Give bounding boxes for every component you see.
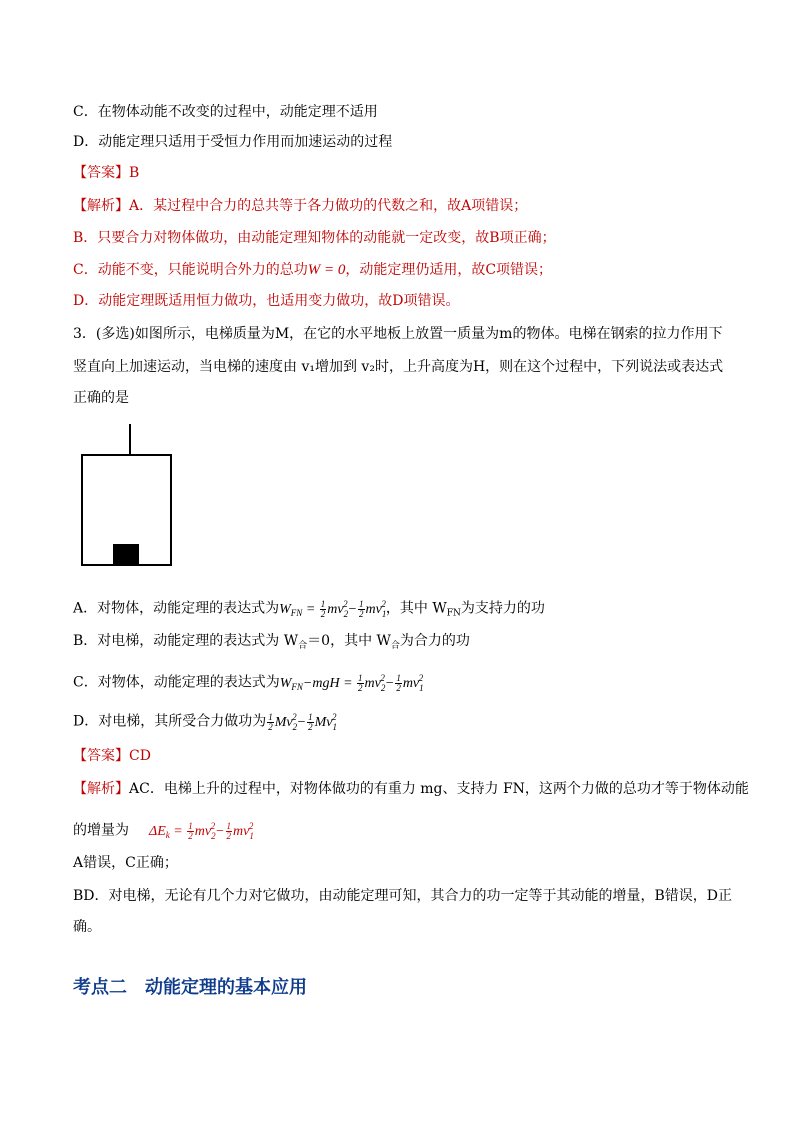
q2-option-c: C．在物体动能不改变的过程中，动能定理不适用	[73, 104, 378, 120]
q2-option-d: D．动能定理只适用于受恒力作用而加速运动的过程	[73, 134, 393, 150]
answer-tag: 【答案】	[73, 165, 129, 181]
work-equals-zero: W = 0	[307, 262, 346, 278]
answer-value: B	[129, 165, 140, 181]
q2-analysis-a: 【解析】A．某过程中合力的总共等于各力做功的代数之和，故A项错误；	[73, 198, 528, 214]
q3-option-b: B．对电梯，动能定理的表达式为 $W_合=0$，其中 $W_合$为合力的功	[73, 633, 470, 651]
q3-analysis-line1: 【解析】AC．电梯上升的过程中，对物体做功的有重力 mg、支持力 FN，这两个力做的总功才等于物体动能	[73, 781, 749, 797]
q3-analysis-bd-line1: BD．对电梯，无论有几个力对它做功，由动能定理可知，其合力的功一定等于其动能的增量，B错误，D正	[73, 888, 733, 904]
q2-analysis-d: D．动能定理既适用恒力做功，也适用变力做功，故D项错误。	[73, 293, 460, 309]
q3-stem-line1: 3．(多选)如图所示，电梯质量为M，在它的水平地板上放置一质量为m的物体。电梯在钢索的拉力作用下	[73, 326, 723, 342]
q3-option-a: A．对物体，动能定理的表达式为$W_{FN}$ = $\frac{1}{2}$ $mv_2^2-$ $\frac{1}{2}$ $mv_1^2$，其中 $W_{FN}$为支持力的功	[73, 598, 545, 619]
answer-value: CD	[129, 748, 151, 764]
q3-analysis-bd-line2: 确。	[73, 919, 101, 935]
q3-stem-line2: 竖直向上加速运动，当电梯的速度由 v₁增加到 v₂时，上升高度为H，则在这个过程中，下列说法或表达式	[73, 359, 724, 375]
formula-a: $W_{FN}$ = $\frac{1}{2}$ $mv_2^2-$ $\frac{1}{2}$ $mv_1^2$	[279, 598, 387, 619]
analysis-tag: 【解析】	[73, 781, 129, 797]
q3-option-c: C．对物体，动能定理的表达式为$W_{FN}-mgH$ = $\frac{1}{2}$ $mv_2^2-$ $\frac{1}{2}$ $mv_1^2$	[73, 672, 424, 693]
formula-c: $W_{FN}-mgH$ = $\frac{1}{2}$ $mv_2^2-$ $\frac{1}{2}$ $mv_1^2$	[279, 672, 424, 693]
answer-tag: 【答案】	[73, 748, 129, 764]
q2-analysis-b: B．只要合力对物体做功，由动能定理知物体的动能就一定改变，故B项正确；	[73, 230, 556, 246]
section-heading: 考点二 动能定理的基本应用	[73, 977, 307, 998]
q3-answer	[73, 746, 151, 766]
q3-analysis-line2: 的增量为 $\Delta E_k$ = $\frac{1}{2}$ $mv_2^2-$ $\frac{1}{2}$ $mv_1^2$	[73, 820, 254, 841]
object-block	[113, 544, 139, 565]
q2-answer	[73, 163, 139, 183]
elevator-figure	[78, 422, 176, 570]
q3-option-d: D．对电梯，其所受合力做功为 $\frac{1}{2}$ $Mv_2^2-$ $\frac{1}{2}$ $Mv_1^2$	[73, 711, 337, 732]
q3-stem-line3: 正确的是	[73, 390, 129, 406]
analysis-tag: 【解析】	[73, 198, 129, 214]
formula-delta-ek: $\Delta E_k$ = $\frac{1}{2}$ $mv_2^2-$ $\frac{1}{2}$ $mv_1^2$	[149, 820, 254, 841]
q2-analysis-c: C．动能不变，只能说明合外力的总功W = 0，动能定理仍适用，故C项错误；	[73, 262, 553, 278]
q3-analysis-ac-result: A错误，C正确；	[73, 855, 178, 871]
formula-d: $\frac{1}{2}$ $Mv_2^2-$ $\frac{1}{2}$ $Mv_1^2$	[268, 711, 337, 732]
